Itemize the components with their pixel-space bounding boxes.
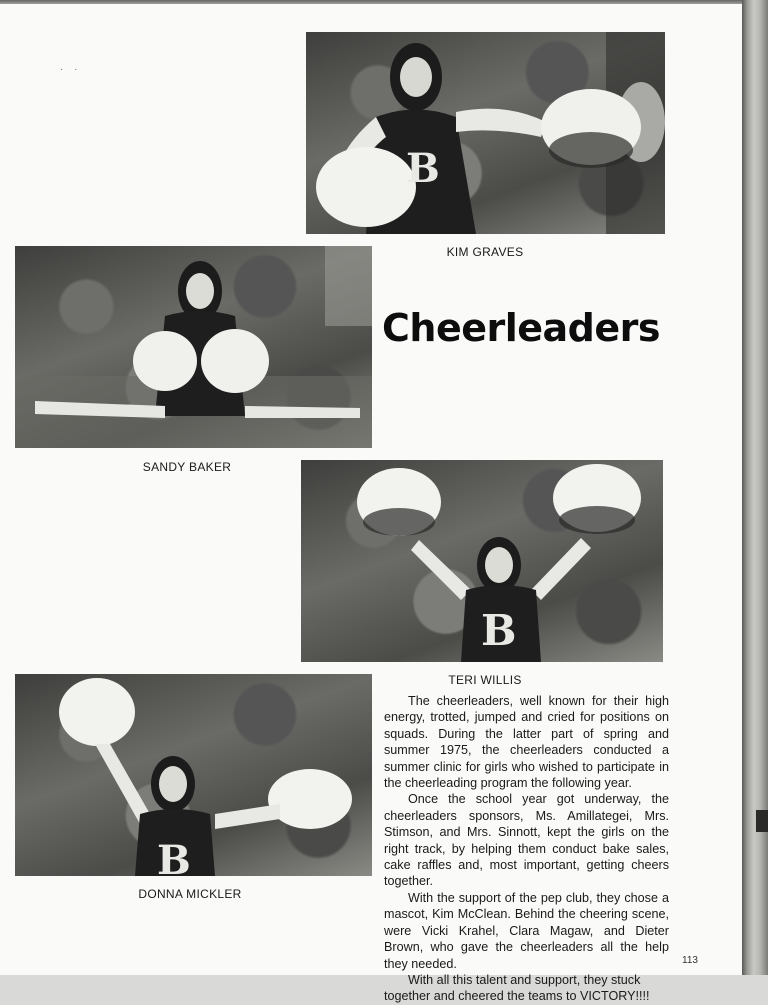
caption-donna-mickler: DONNA MICKLER bbox=[138, 887, 242, 901]
caption-teri-willis: TERI WILLIS bbox=[448, 673, 522, 687]
photo-teri-willis bbox=[301, 460, 663, 662]
letter-b-emblem: B bbox=[406, 145, 440, 192]
cheerleader-figure-icon bbox=[15, 674, 372, 876]
letter-b-emblem: B bbox=[157, 837, 191, 876]
photo-kim-graves bbox=[306, 32, 665, 234]
photo-donna-mickler bbox=[15, 674, 372, 876]
cheerleader-figure-icon bbox=[15, 246, 372, 448]
cheerleader-figure-icon bbox=[306, 32, 665, 234]
page-number: 113 bbox=[682, 955, 698, 966]
article-body bbox=[384, 693, 669, 1005]
stray-marks: · · bbox=[60, 64, 82, 75]
photo-sandy-baker bbox=[15, 246, 372, 448]
article-paragraph: The cheerleaders, well known for their high energy, trotted, jumped and cried for positions on squads. During the latter part of spring and summer 1975, the cheerleaders conducted a summer clinic for girls who wished to participate in the cheerleading program the following year. bbox=[384, 694, 669, 791]
cheerleader-figure-icon bbox=[301, 460, 663, 662]
letter-b-emblem: B bbox=[481, 606, 517, 655]
caption-kim-graves: KIM GRAVES bbox=[446, 245, 524, 259]
article-paragraph: Once the school year got underway, the cheerleaders sponsors, Ms. Amillategei, Mrs. Stimson, and Mrs. Sinnott, kept the girls on the right track, by helping them conduct bake sales, cake raffles and, most important, getting cheers together. bbox=[384, 792, 669, 889]
page-tab-marker bbox=[756, 810, 768, 832]
page-title: Cheerleaders bbox=[382, 306, 660, 350]
article-paragraph: With all this talent and support, they stuck together and cheered the teams to VICTORY!!!! bbox=[384, 972, 650, 1004]
article-paragraph: With the support of the pep club, they chose a mascot, Kim McClean. Behind the cheering scene, were Vicki Krahel, Clara Magaw, and Dieter Brown, who gave the cheerleaders all the help they needed. bbox=[384, 890, 669, 971]
caption-sandy-baker: SANDY BAKER bbox=[142, 460, 232, 474]
